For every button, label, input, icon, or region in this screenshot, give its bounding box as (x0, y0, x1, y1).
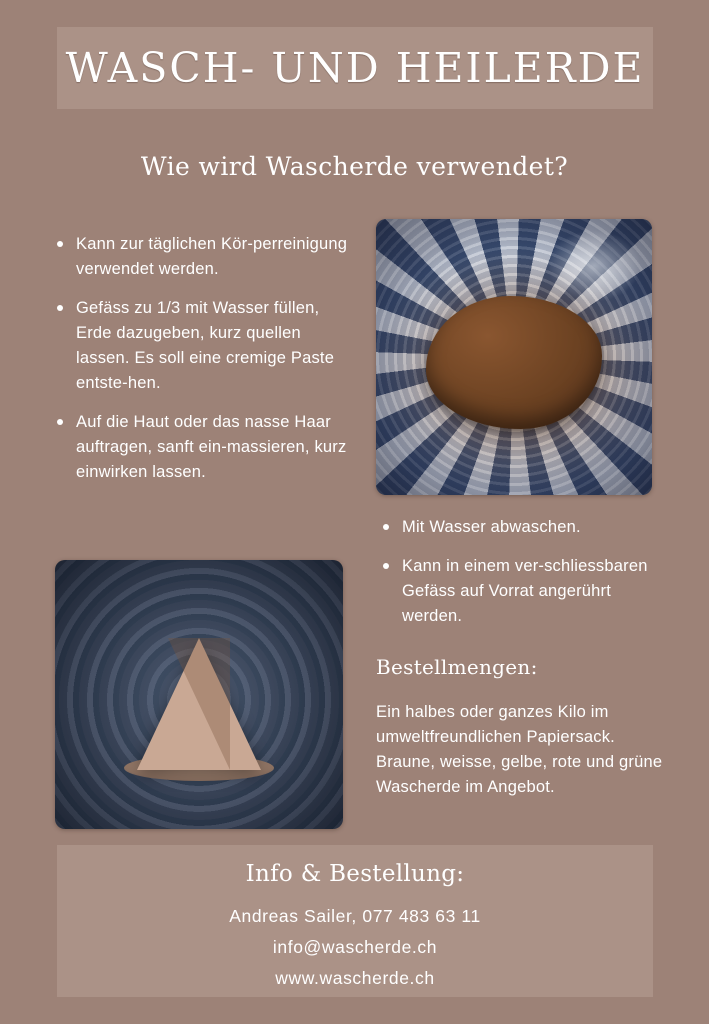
usage-steps-list-right (376, 515, 666, 643)
footer-email: info@wascherde.ch (272, 937, 438, 957)
order-quantities-heading: Bestellmengen: (376, 655, 538, 679)
order-quantities-text: Ein halbes oder ganzes Kilo im umweltfreundlichen Papiersack. Braune, weisse, gelbe, rote und grüne Wascherde im Angebot. (376, 703, 663, 796)
list-item: Kann zur täglichen Kör-perreinigung verwendet werden. (50, 232, 355, 282)
list-item: Mit Wasser abwaschen. (376, 515, 666, 540)
list-item: Gefäss zu 1/3 mit Wasser füllen, Erde dazugeben, kurz quellen lassen. Es soll eine cremige Paste entste-hen. (50, 296, 355, 396)
footer-heading: Info & Bestellung: (245, 861, 465, 887)
clay-paste-in-bowl-photo (376, 219, 652, 495)
list-item: Kann in einem ver-schliessbaren Gefäss auf Vorrat angerührt werden. (376, 554, 666, 629)
clay-paste-blob (426, 296, 603, 428)
footer-contact-name-phone: Andreas Sailer, 077 483 63 11 (229, 906, 481, 926)
section-subtitle: Wie wird Wascherde verwendet? (140, 152, 569, 181)
footer-banner (57, 845, 653, 997)
photo-highlight (547, 230, 641, 302)
list-item: Auf die Haut oder das nasse Haar auftragen, sanft ein-massieren, kurz einwirken lassen. (50, 410, 355, 485)
page-title: WASCH- UND HEILERDE (65, 44, 645, 92)
powder-cone-shading (168, 638, 230, 770)
usage-steps-list-left (50, 232, 355, 499)
title-banner (57, 27, 653, 109)
footer-website: www.wascherde.ch (275, 968, 435, 988)
clay-powder-cone-photo (55, 560, 343, 829)
